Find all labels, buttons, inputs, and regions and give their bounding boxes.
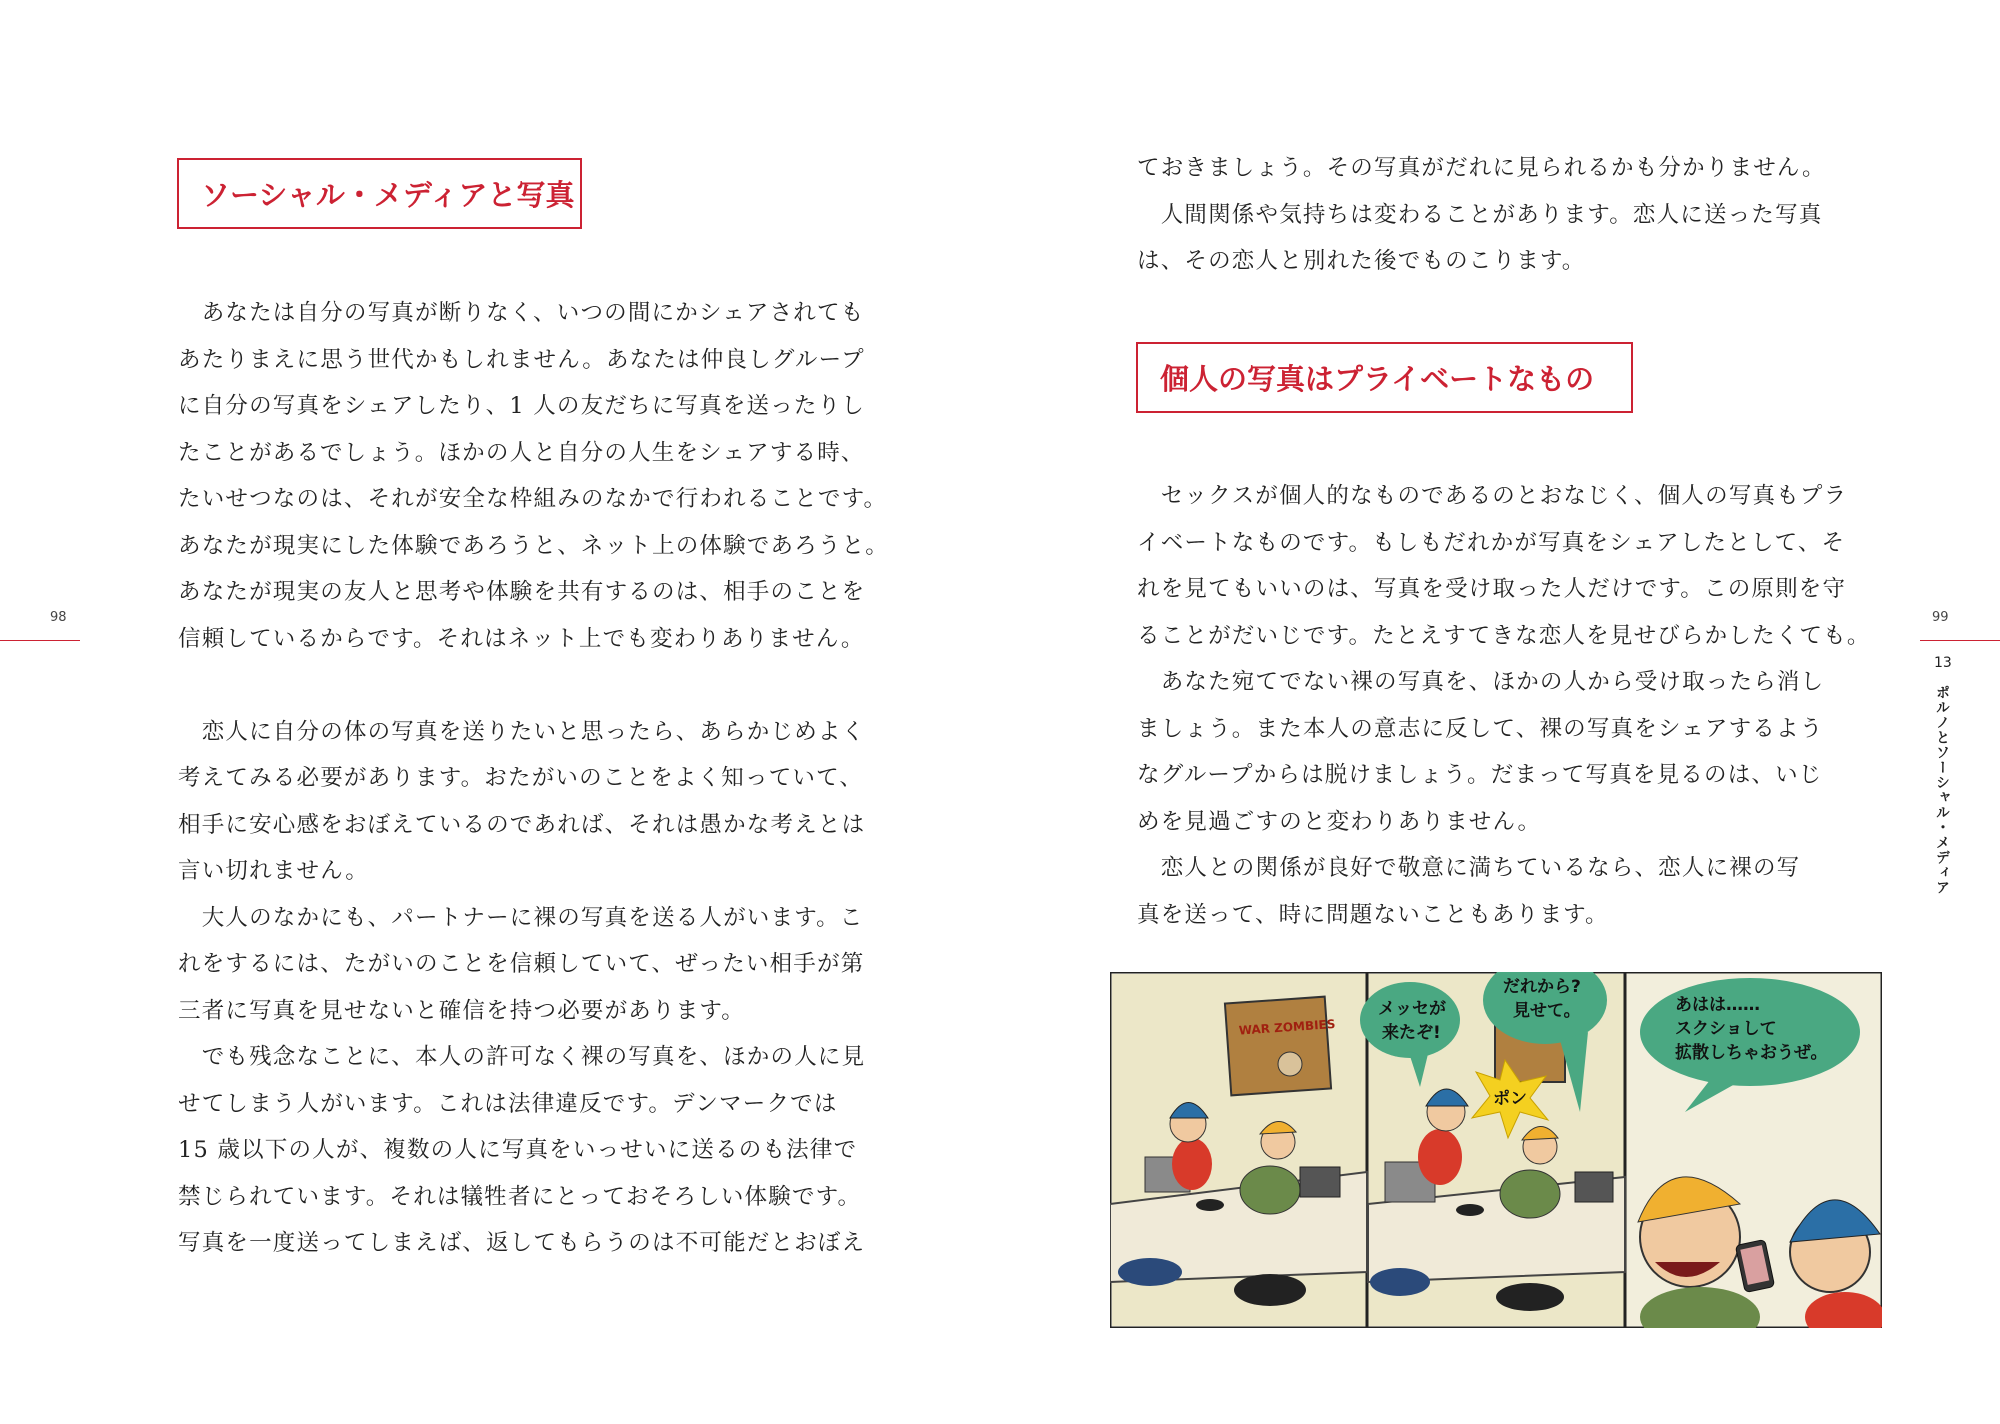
bubble-text: 来たぞ! bbox=[1382, 1023, 1441, 1043]
body-line: 三者に写真を見せないと確信を持つ必要があります。 bbox=[178, 997, 746, 1024]
body-line: セックスが個人的なものであるのとおなじく、個人の写真もプラ bbox=[1137, 483, 1848, 509]
boy-sweater bbox=[1418, 1129, 1462, 1185]
continued-text bbox=[1137, 145, 1837, 285]
page-number: 99 bbox=[1932, 610, 1949, 625]
body-line: あなた宛てでない裸の写真を、ほかの人から受け取ったら消し bbox=[1137, 669, 1825, 695]
body-line: 写真を一度送ってしまえば、返してもらうのは不可能だとおぼえ bbox=[178, 1230, 866, 1256]
page-edge-rule bbox=[0, 640, 80, 641]
comic-illustration bbox=[1110, 972, 1882, 1328]
body-line: なグループからは脱けましょう。だまって写真を見るのは、いじ bbox=[1137, 762, 1823, 788]
body-line: ましょう。また本人の意志に反して、裸の写真をシェアするよう bbox=[1137, 715, 1824, 742]
paragraph-gap bbox=[178, 662, 878, 709]
body-line: あなたが現実の友人と思考や体験を共有するのは、相手のことを bbox=[178, 579, 866, 605]
section-heading: 個人の写真はプライベートなもの bbox=[1136, 342, 1633, 413]
section-heading: ソーシャル・メディアと写真 bbox=[177, 158, 582, 229]
bubble-text: 拡散しちゃおうぜ。 bbox=[1675, 1043, 1828, 1063]
poster-label: WAR ZOMBIES bbox=[1238, 1016, 1336, 1038]
body-line: 大人のなかにも、パートナーに裸の写真を送る人がいます。こ bbox=[178, 904, 864, 931]
chapter-number: 13 bbox=[1934, 655, 1952, 671]
body-line: 人間関係や気持ちは変わることがあります。恋人に送った写真 bbox=[1137, 201, 1823, 228]
body-line: 恋人との関係が良好で敬意に満ちているなら、恋人に裸の写 bbox=[1137, 855, 1801, 881]
chapter-title: ポルノとソーシャル・メディア bbox=[1934, 685, 1950, 895]
body-line: ることがだいじです。たとえすてきな恋人を見せびらかしたくても。 bbox=[1137, 622, 1871, 649]
page-number: 98 bbox=[50, 610, 67, 625]
body-line: 言い切れません。 bbox=[178, 858, 369, 884]
body-line: に自分の写真をシェアしたり、1 人の友だちに写真を送ったりし bbox=[178, 393, 866, 419]
body-line: 真を送って、時に問題ないこともあります。 bbox=[1137, 901, 1609, 928]
phone bbox=[1196, 1199, 1224, 1211]
phone bbox=[1456, 1204, 1484, 1216]
body-text bbox=[178, 290, 890, 1267]
body-line: あたりまえに思う世代かもしれません。あなたは仲良しグループ bbox=[178, 346, 865, 373]
body-line: イベートなものです。もしもだれかが写真をシェアしたとして、そ bbox=[1137, 529, 1846, 556]
bag bbox=[1118, 1258, 1182, 1286]
body-line: ておきましょう。その写真がだれに見られるかも分かりません。 bbox=[1137, 155, 1826, 181]
bubble-text: メッセが bbox=[1378, 999, 1446, 1019]
body-line: 相手に安心感をおぼえているのであれば、それは愚かな考えとは bbox=[178, 811, 866, 838]
body-line: 禁じられています。それは犠牲者にとっておそろしい体験です。 bbox=[178, 1183, 862, 1210]
body-line: 15 歳以下の人が、複数の人に写真をいっせいに送るのも法律で bbox=[178, 1137, 858, 1163]
page-edge-rule bbox=[1920, 640, 2000, 641]
body-line: 恋人に自分の体の写真を送りたいと思ったら、あらかじめよく bbox=[178, 718, 866, 745]
sound-effect-text: ポン bbox=[1493, 1089, 1527, 1109]
shoes bbox=[1234, 1274, 1306, 1306]
body-line: めを見過ごすのと変わりありません。 bbox=[1137, 808, 1542, 835]
laptop-2 bbox=[1575, 1172, 1613, 1202]
body-line: れを見てもいいのは、写真を受け取った人だけです。この原則を守 bbox=[1137, 576, 1847, 602]
bubble-text: 見せて。 bbox=[1513, 1001, 1581, 1021]
bubble-text: だれから? bbox=[1503, 977, 1581, 997]
boy2-shirt bbox=[1500, 1170, 1560, 1218]
body-line: でも残念なことに、本人の許可なく裸の写真を、ほかの人に見 bbox=[178, 1044, 866, 1070]
body-line: あなたは自分の写真が断りなく、いつの間にかシェアされても bbox=[178, 300, 865, 326]
laptop-2 bbox=[1300, 1167, 1340, 1197]
body-line: せてしまう人がいます。これは法律違反です。デンマークでは bbox=[178, 1090, 838, 1117]
body-line: 考えてみる必要があります。おたがいのことをよく知っていて、 bbox=[178, 765, 864, 791]
body-line: 信頼しているからです。それはネット上でも変わりありません。 bbox=[178, 625, 865, 652]
bubble-text: スクショして bbox=[1675, 1019, 1777, 1039]
poster-face bbox=[1278, 1052, 1302, 1076]
shoes bbox=[1496, 1283, 1564, 1311]
poster bbox=[1225, 997, 1331, 1096]
boy-sweater bbox=[1172, 1138, 1212, 1190]
body-line: あなたが現実にした体験であろうと、ネット上の体験であろうと。 bbox=[178, 532, 890, 559]
body-line: は、その恋人と別れた後でものこります。 bbox=[1137, 248, 1586, 274]
bubble-text: あはは…… bbox=[1675, 995, 1760, 1015]
body-text bbox=[1137, 473, 1871, 938]
bag bbox=[1370, 1268, 1430, 1296]
body-line: れをするには、たがいのことを信頼していて、ぜったい相手が第 bbox=[178, 951, 865, 977]
body-line: たことがあるでしょう。ほかの人と自分の人生をシェアする時、 bbox=[178, 439, 865, 466]
boy2-shirt bbox=[1240, 1166, 1300, 1214]
body-line: たいせつなのは、それが安全な枠組みのなかで行われることです。 bbox=[178, 486, 888, 512]
